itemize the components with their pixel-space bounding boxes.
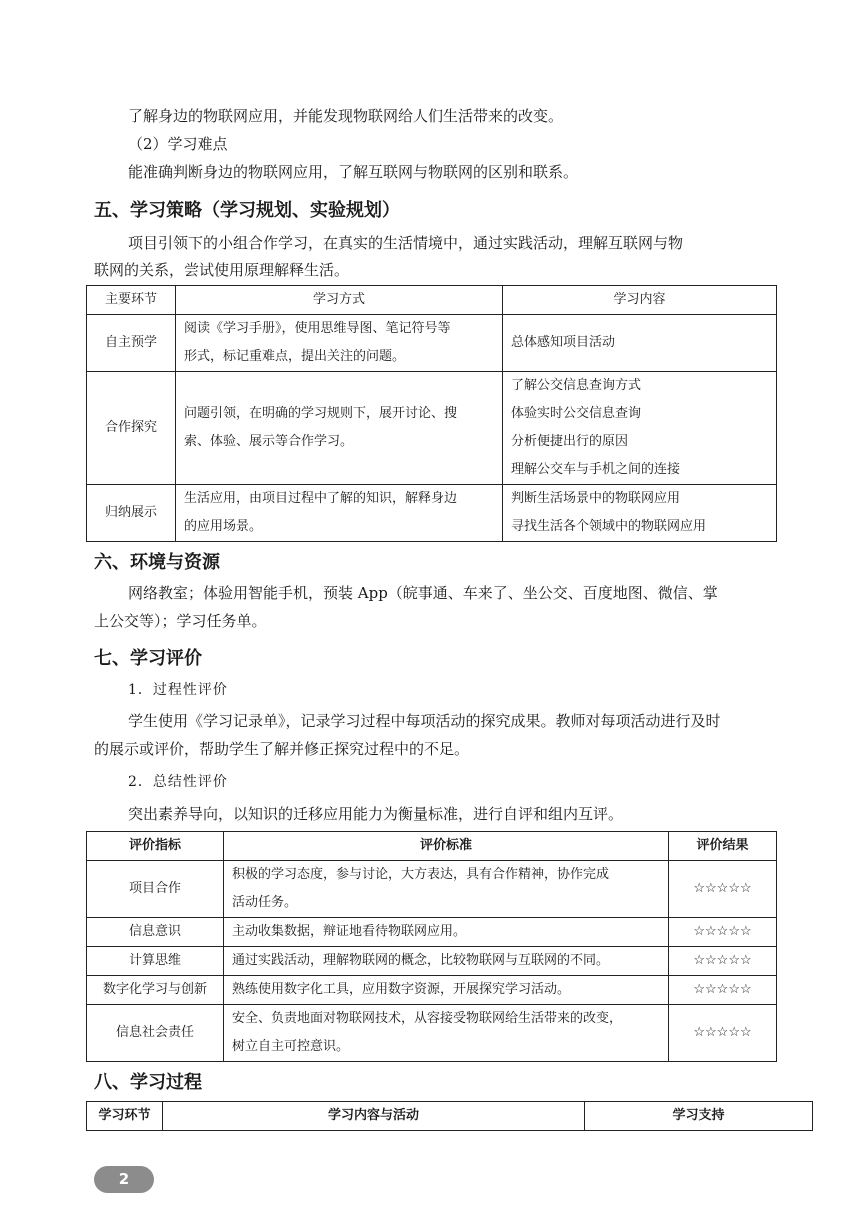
table-header: 学习内容与活动 — [163, 1102, 585, 1131]
stage-cell: 自主预学 — [87, 315, 176, 372]
rating-stars: ☆☆☆☆☆ — [669, 976, 777, 1005]
process-evaluation-heading: 1．过程性评价 — [128, 682, 228, 698]
table-header: 评价指标 — [87, 832, 224, 861]
method-cell: 生活应用，由项目过程中了解的知识，解释身边 的应用场景。 — [176, 485, 503, 542]
standard-cell: 安全、负责地面对物联网技术，从容接受物联网给生活带来的改变， 树立自主可控意识。 — [224, 1005, 669, 1062]
strategy-table — [86, 285, 777, 542]
stage-cell: 归纳展示 — [87, 485, 176, 542]
indicator-cell: 数字化学习与创新 — [87, 976, 224, 1005]
standard-cell: 主动收集数据，辩证地看待物联网应用。 — [224, 918, 669, 947]
indicator-cell: 信息意识 — [87, 918, 224, 947]
table-row — [87, 947, 777, 976]
summary-evaluation-line: 突出素养导向，以知识的迁移应用能力为衡量标准，进行自评和组内互评。 — [128, 805, 624, 823]
table-header: 评价标准 — [224, 832, 669, 861]
section-6-heading: 六、环境与资源 — [94, 552, 220, 573]
evaluation-table — [86, 831, 777, 1062]
table-row — [87, 1005, 777, 1062]
process-evaluation-line: 学生使用《学习记录单》，记录学习过程中每项活动的探究成果。教师对每项活动进行及时 — [128, 712, 721, 730]
section-8-heading: 八、学习过程 — [94, 1072, 202, 1093]
method-cell: 阅读《学习手册》，使用思维导图、笔记符号等 形式，标记重难点，提出关注的问题。 — [176, 315, 503, 372]
table-row — [87, 315, 777, 372]
standard-cell: 通过实践活动，理解物联网的概念，比较物联网与互联网的不同。 — [224, 947, 669, 976]
section-5-para-line: 联网的关系，尝试使用原理解释生活。 — [94, 261, 350, 279]
table-header: 学习环节 — [87, 1102, 163, 1131]
standard-cell: 积极的学习态度，参与讨论，大方表达，具有合作精神，协作完成 活动任务。 — [224, 861, 669, 918]
process-evaluation-line: 的展示或评价，帮助学生了解并修正探究过程中的不足。 — [94, 740, 470, 758]
table-header: 学习支持 — [585, 1102, 813, 1131]
table-header: 主要环节 — [87, 286, 176, 315]
table-row — [87, 485, 777, 542]
rating-stars: ☆☆☆☆☆ — [669, 947, 777, 976]
table-row — [87, 918, 777, 947]
rating-stars: ☆☆☆☆☆ — [669, 861, 777, 918]
indicator-cell: 项目合作 — [87, 861, 224, 918]
table-header: 评价结果 — [669, 832, 777, 861]
rating-stars: ☆☆☆☆☆ — [669, 918, 777, 947]
table-row — [87, 372, 777, 485]
rating-stars: ☆☆☆☆☆ — [669, 1005, 777, 1062]
intro-line: 了解身边的物联网应用，并能发现物联网给人们生活带来的改变。 — [128, 107, 564, 125]
section-5-heading: 五、学习策略（学习规划、实验规划） — [94, 200, 400, 221]
section-5-para-line: 项目引领下的小组合作学习，在真实的生活情境中，通过实践活动，理解互联网与物 — [128, 234, 684, 252]
difficulty-text: 能准确判断身边的物联网应用，了解互联网与物联网的区别和联系。 — [128, 163, 579, 181]
table-header: 学习内容 — [503, 286, 777, 315]
section-7-heading: 七、学习评价 — [94, 648, 202, 669]
content-cell: 了解公交信息查询方式 体验实时公交信息查询 分析便捷出行的原因 理解公交车与手机之间的连接 — [503, 372, 777, 485]
table-row — [87, 976, 777, 1005]
indicator-cell: 计算思维 — [87, 947, 224, 976]
standard-cell: 熟练使用数字化工具，应用数字资源，开展探究学习活动。 — [224, 976, 669, 1005]
section-6-para-line: 网络教室；体验用智能手机，预装 App（皖事通、车来了、坐公交、百度地图、微信、掌 — [128, 584, 718, 602]
section-6-para-line: 上公交等）；学习任务单。 — [94, 612, 267, 630]
indicator-cell: 信息社会责任 — [87, 1005, 224, 1062]
page-number-badge: 2 — [94, 1166, 154, 1193]
table-row — [87, 861, 777, 918]
method-cell: 问题引领，在明确的学习规则下，展开讨论、搜 索、体验、展示等合作学习。 — [176, 372, 503, 485]
stage-cell: 合作探究 — [87, 372, 176, 485]
content-cell: 判断生活场景中的物联网应用 寻找生活各个领域中的物联网应用 — [503, 485, 777, 542]
summary-evaluation-heading: 2．总结性评价 — [128, 774, 228, 790]
content-cell: 总体感知项目活动 — [503, 315, 777, 372]
difficulty-heading: （2）学习难点 — [128, 135, 228, 153]
table-header: 学习方式 — [176, 286, 503, 315]
process-table — [86, 1101, 813, 1131]
